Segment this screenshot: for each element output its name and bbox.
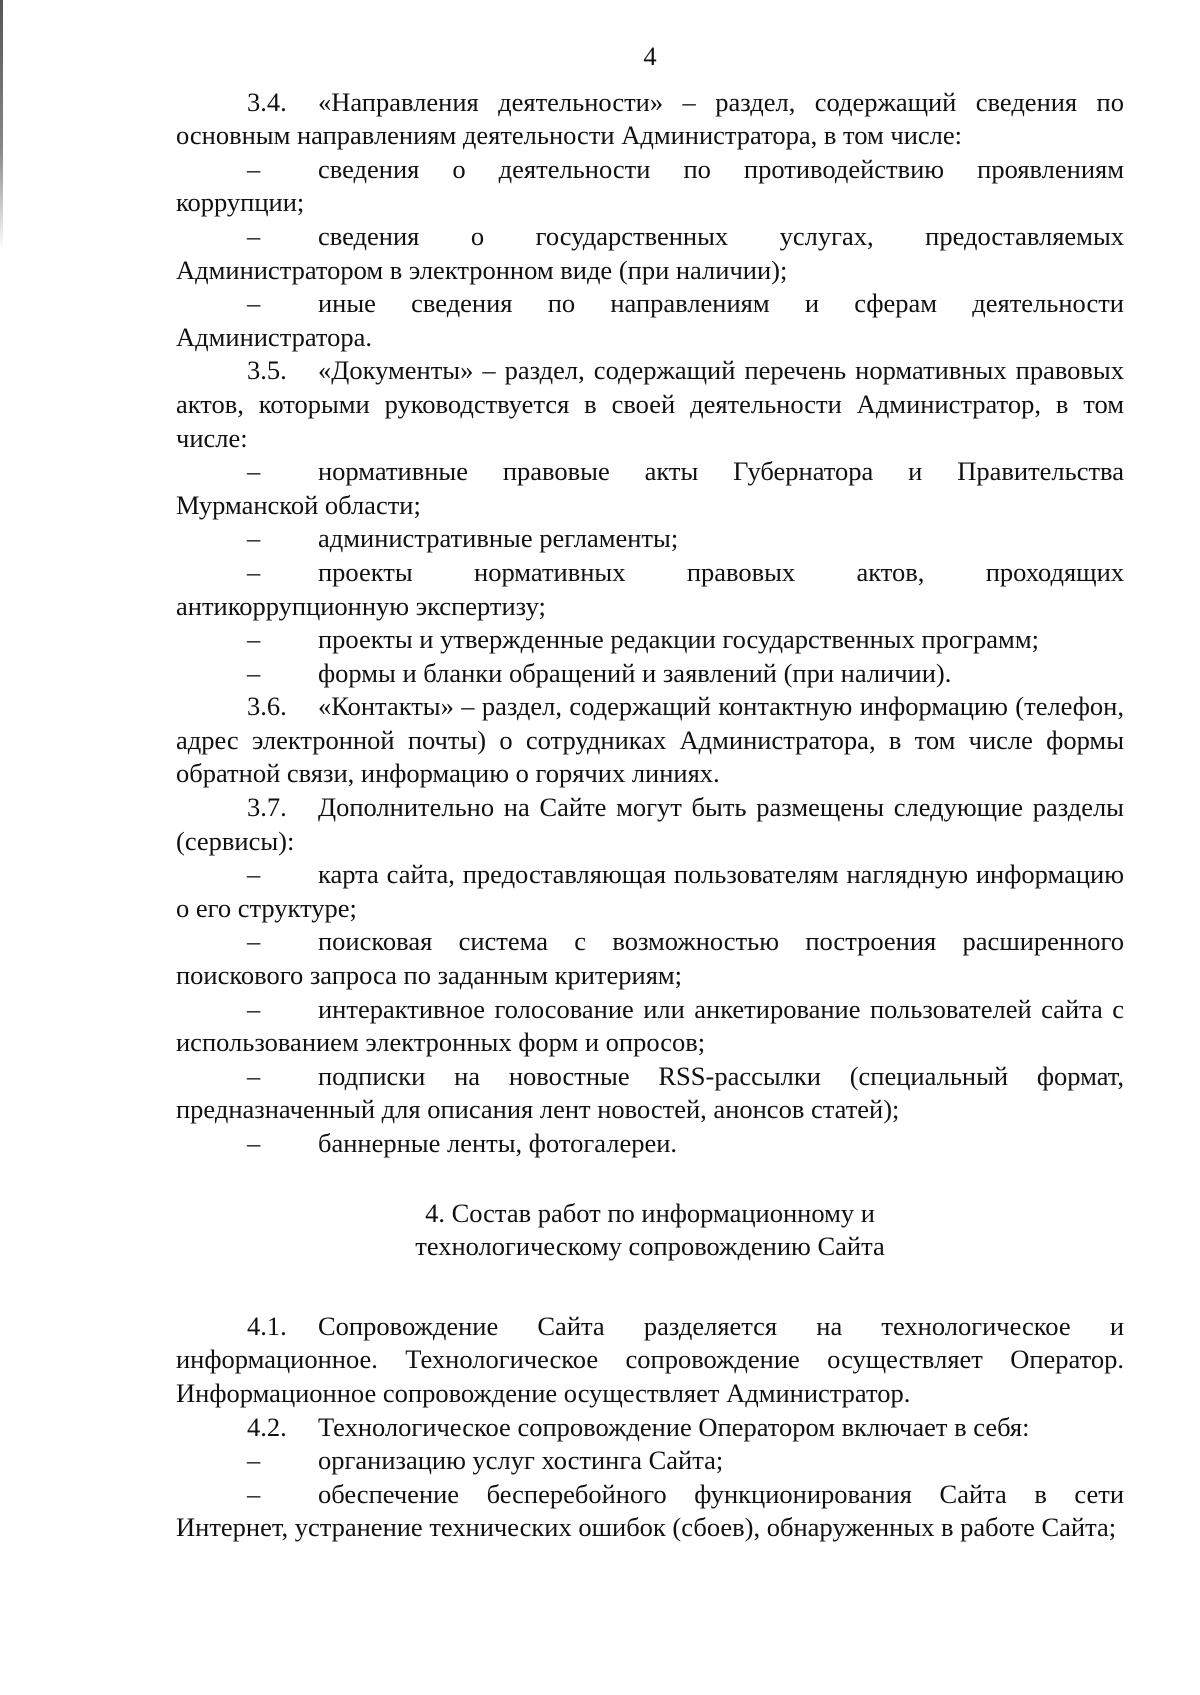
clause-paragraph bbox=[176, 354, 1124, 455]
clause-number: 4.1. bbox=[247, 1310, 287, 1341]
list-item-text: формы и бланки обращений и заявлений (при наличии). bbox=[318, 657, 952, 688]
list-item-text: карта сайта, предоставляющая пользователям наглядную информацию о его структуре; bbox=[176, 859, 1124, 923]
clause-text: Технологическое сопровождение Оператором включает в себя: bbox=[318, 1411, 1030, 1442]
section-heading bbox=[176, 1197, 1124, 1264]
list-dash: – bbox=[247, 556, 261, 587]
list-dash: – bbox=[247, 523, 261, 554]
clause-number: 3.7. bbox=[247, 792, 287, 823]
list-dash: – bbox=[247, 926, 261, 957]
clause-text: Сопровождение Сайта разделяется на технологическое и информационное. Технологическое сопровождение осуществляет Оператор. Информационное сопровождение осуществляет Администратор. bbox=[176, 1310, 1124, 1408]
list-item-text: подписки на новостные RSS-рассылки (специальный формат, предназначенный для описания лент новостей, анонсов статей); bbox=[176, 1060, 1124, 1125]
clause-paragraph bbox=[176, 690, 1124, 791]
clause-number: 3.6. bbox=[247, 691, 287, 722]
list-item-text: баннерные ленты, фотогалереи. bbox=[318, 1128, 678, 1158]
list-item bbox=[176, 220, 1124, 287]
clause-text: Дополнительно на Сайте могут быть размещены следующие разделы (сервисы): bbox=[176, 792, 1124, 856]
clause-paragraph bbox=[176, 1310, 1124, 1411]
list-item bbox=[176, 287, 1124, 354]
section-heading-line: технологическому сопровождению Сайта bbox=[415, 1231, 885, 1262]
list-item bbox=[176, 556, 1124, 623]
list-item bbox=[176, 858, 1124, 925]
list-dash: – bbox=[247, 153, 261, 184]
list-item bbox=[176, 925, 1124, 992]
list-item-text: проекты нормативных правовых актов, проходящих антикоррупционную экспертизу; bbox=[176, 556, 1124, 621]
list-dash: – bbox=[247, 624, 261, 655]
list-item-text: обеспечение бесперебойного функционирования Сайта в сети Интернет, устранение технических ошибок (сбоев), обнаруженных в работе Сайта; bbox=[176, 1478, 1124, 1543]
list-dash: – bbox=[247, 859, 261, 890]
list-item-text: поисковая система с возможностью построения расширенного поискового запроса по заданным критериям; bbox=[176, 926, 1124, 991]
list-item-text: интерактивное голосование или анкетирование пользователей сайта с использованием электронных форм и опросов; bbox=[176, 993, 1124, 1058]
list-item-text: сведения о государственных услугах, предоставляемых Администратором в электронном виде (при наличии); bbox=[176, 220, 1124, 285]
list-item bbox=[176, 1478, 1124, 1545]
list-item-text: организацию услуг хостинга Сайта; bbox=[318, 1445, 724, 1476]
clause-paragraph bbox=[176, 86, 1124, 153]
list-item-text: иные сведения по направлениям и сферам деятельности Администратора. bbox=[176, 288, 1124, 352]
list-item bbox=[176, 1444, 1124, 1478]
list-item bbox=[176, 657, 1124, 691]
list-item bbox=[176, 1127, 1124, 1161]
list-item bbox=[176, 522, 1124, 556]
list-item bbox=[176, 1060, 1124, 1127]
clause-paragraph bbox=[176, 1411, 1124, 1445]
list-dash: – bbox=[247, 1478, 261, 1509]
list-item-text: сведения о деятельности по противодействию проявлениям коррупции; bbox=[176, 153, 1124, 218]
list-dash: – bbox=[247, 1128, 261, 1158]
list-dash: – bbox=[247, 220, 261, 251]
document-body bbox=[176, 86, 1124, 1545]
list-dash: – bbox=[247, 993, 261, 1024]
list-dash: – bbox=[247, 657, 261, 688]
clause-paragraph bbox=[176, 791, 1124, 858]
page-number: 4 bbox=[643, 41, 657, 71]
clause-number: 3.5. bbox=[247, 355, 287, 386]
list-item-text: административные регламенты; bbox=[318, 523, 679, 554]
list-item bbox=[176, 623, 1124, 657]
list-item-text: нормативные правовые акты Губернатора и Правительства Мурманской области; bbox=[176, 456, 1124, 520]
list-item bbox=[176, 153, 1124, 220]
list-dash: – bbox=[247, 288, 261, 319]
clause-number: 3.4. bbox=[247, 86, 287, 117]
document-page bbox=[176, 40, 1124, 1545]
list-dash: – bbox=[247, 1445, 261, 1476]
list-item-text: проекты и утвержденные редакции государственных программ; bbox=[318, 624, 1039, 655]
section-heading-line: 4. Состав работ по информационному и bbox=[425, 1197, 875, 1228]
clause-text: «Направления деятельности» – раздел, содержащий сведения по основным направлениям деятельности Администратора, в том числе: bbox=[176, 86, 1124, 151]
clause-text: «Документы» – раздел, содержащий перечень нормативных правовых актов, которыми руководствуется в своей деятельности Администратор, в том числе: bbox=[176, 355, 1124, 453]
list-item bbox=[176, 993, 1124, 1060]
clause-text: «Контакты» – раздел, содержащий контактную информацию (телефон, адрес электронной почты) о сотрудниках Администратора, в том числе формы обратной связи, информацию о горячих линиях. bbox=[176, 691, 1124, 789]
clause-number: 4.2. bbox=[247, 1411, 287, 1442]
scan-edge-artifact bbox=[0, 0, 3, 250]
list-dash: – bbox=[247, 456, 261, 487]
list-item bbox=[176, 455, 1124, 522]
list-dash: – bbox=[247, 1060, 261, 1091]
